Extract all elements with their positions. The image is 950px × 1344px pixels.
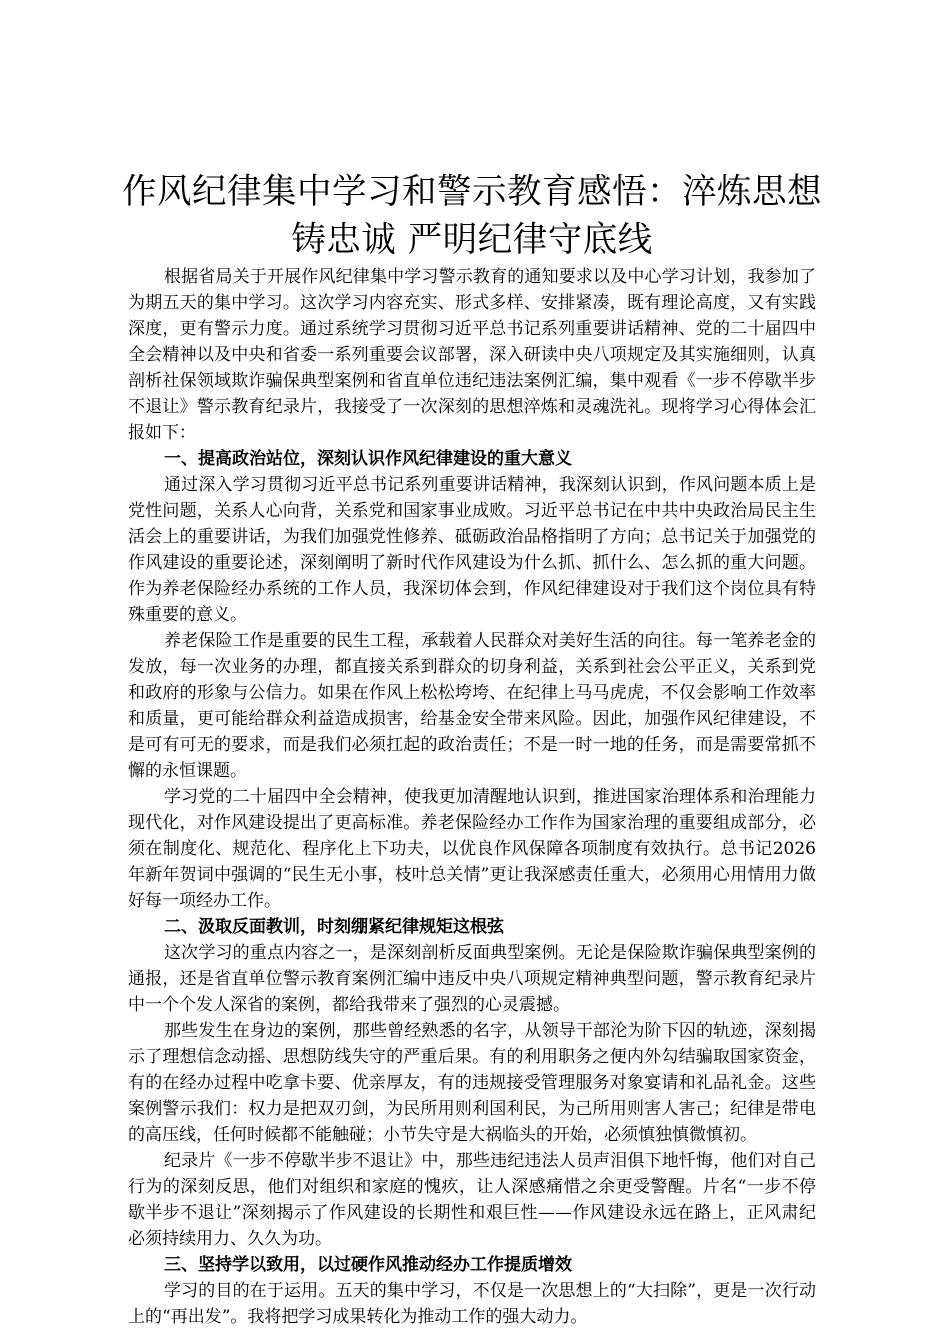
section1-paragraph: 通过深入学习贯彻习近平总书记系列重要讲话精神，我深刻认识到，作风问题本质上是党性问题，关系人心向背，关系党和国家事业成败。习近平总书记在中共中央政治局民主生活会上的重要讲话，为我们加强党性修养、砥砺政治品格指明了方向；总书记关于加强党的作风建设的重要论述，深刻阐明了新时代作风建设为什么抓、抓什么、怎么抓的重大问题。作为养老保险经办系统的工作人员，我深切体会到，作风纪律建设对于我们这个岗位具有特殊重要的意义。 — [128, 475, 816, 625]
section3-paragraph: 学习的目的在于运用。五天的集中学习，不仅是一次思想上的“大扫除”，更是一次行动上的“再出发”。我将把学习成果转化为推动工作的强大动力。 — [128, 1281, 816, 1327]
intro-paragraph: 根据省局关于开展作风纪律集中学习警示教育的通知要求以及中心学习计划，我参加了为期五天的集中学习。这次学习内容充实、形式多样、安排紧凑，既有理论高度，又有实践深度，更有警示力度。通过系统学习贯彻习近平总书记系列重要讲话精神、党的二十届四中全会精神以及中央和省委一系列重要会议部署，深入研读中央八项规定及其实施细则，认真剖析社保领域欺诈骗保典型案例和省直单位违纪违法案例汇编，集中观看《一步不停歇半步不退让》警示教育纪录片，我接受了一次深刻的思想淬炼和灵魂洗礼。现将学习心得体会汇报如下： — [128, 267, 816, 443]
section2-paragraph: 纪录片《一步不停歇半步不退让》中，那些违纪违法人员声泪俱下地忏悔，他们对自己行为的深刻反思，他们对组织和家庭的愧疚，让人深感痛惜之余更受警醒。片名“一步不停歇半步不退让”深刻揭示了作风建设的长期性和艰巨性——作风建设永远在路上，正风肃纪必须持续用力、久久为功。 — [128, 1151, 816, 1249]
section1-paragraph: 学习党的二十届四中全会精神，使我更加清醒地认识到，推进国家治理体系和治理能力现代化，对作风建设提出了更高标准。养老保险经办工作作为国家治理的重要组成部分，必须在制度化、规范化、程序化上下功夫，以优良作风保障各项制度有效执行。总书记2026年新年贺词中强调的“民生无小事，枝叶总关情”更让我深感责任重大，必须用心用情用力做好每一项经办工作。 — [128, 787, 816, 911]
section-heading-1: 一、提高政治站位，深刻认识作风纪律建设的重大意义 — [164, 449, 572, 469]
section2-paragraph: 这次学习的重点内容之一，是深刻剖析反面典型案例。无论是保险欺诈骗保典型案例的通报，还是省直单位警示教育案例汇编中违反中央八项规定精神典型问题，警示教育纪录片中一个个发人深省的案例，都给我带来了强烈的心灵震撼。 — [128, 943, 816, 1015]
section1-paragraph: 养老保险工作是重要的民生工程，承载着人民群众对美好生活的向往。每一笔养老金的发放，每一次业务的办理，都直接关系到群众的切身利益，关系到社会公平正义，关系到党和政府的形象与公信力。如果在作风上松松垮垮、在纪律上马马虎虎，不仅会影响工作效率和质量，更可能给群众利益造成损害，给基金安全带来风险。因此，加强作风纪律建设，不是可有可无的要求，而是我们必须扛起的政治责任；不是一时一地的任务，而是需要常抓不懈的永恒课题。 — [128, 631, 816, 781]
document-page — [122, 168, 822, 1330]
section-heading-2: 二、汲取反面教训，时刻绷紧纪律规矩这根弦 — [164, 917, 504, 937]
section2-paragraph: 那些发生在身边的案例，那些曾经熟悉的名字，从领导干部沦为阶下囚的轨迹，深刻揭示了理想信念动摇、思想防线失守的严重后果。有的利用职务之便内外勾结骗取国家资金，有的在经办过程中吃拿卡要、优亲厚友，有的违规接受管理服务对象宴请和礼品礼金。这些案例警示我们：权力是把双刃剑，为民所用则利国利民，为己所用则害人害己；纪律是带电的高压线，任何时候都不能触碰；小节失守是大祸临头的开始，必须慎独慎微慎初。 — [128, 1021, 816, 1145]
section-heading-3: 三、坚持学以致用，以过硬作风推动经办工作提质增效 — [164, 1255, 572, 1275]
document-title — [112, 168, 832, 264]
title-line-1: 作风纪律集中学习和警示教育感悟：淬炼思想 — [122, 172, 822, 212]
title-line-2: 铸忠诚 严明纪律守底线 — [291, 220, 653, 260]
